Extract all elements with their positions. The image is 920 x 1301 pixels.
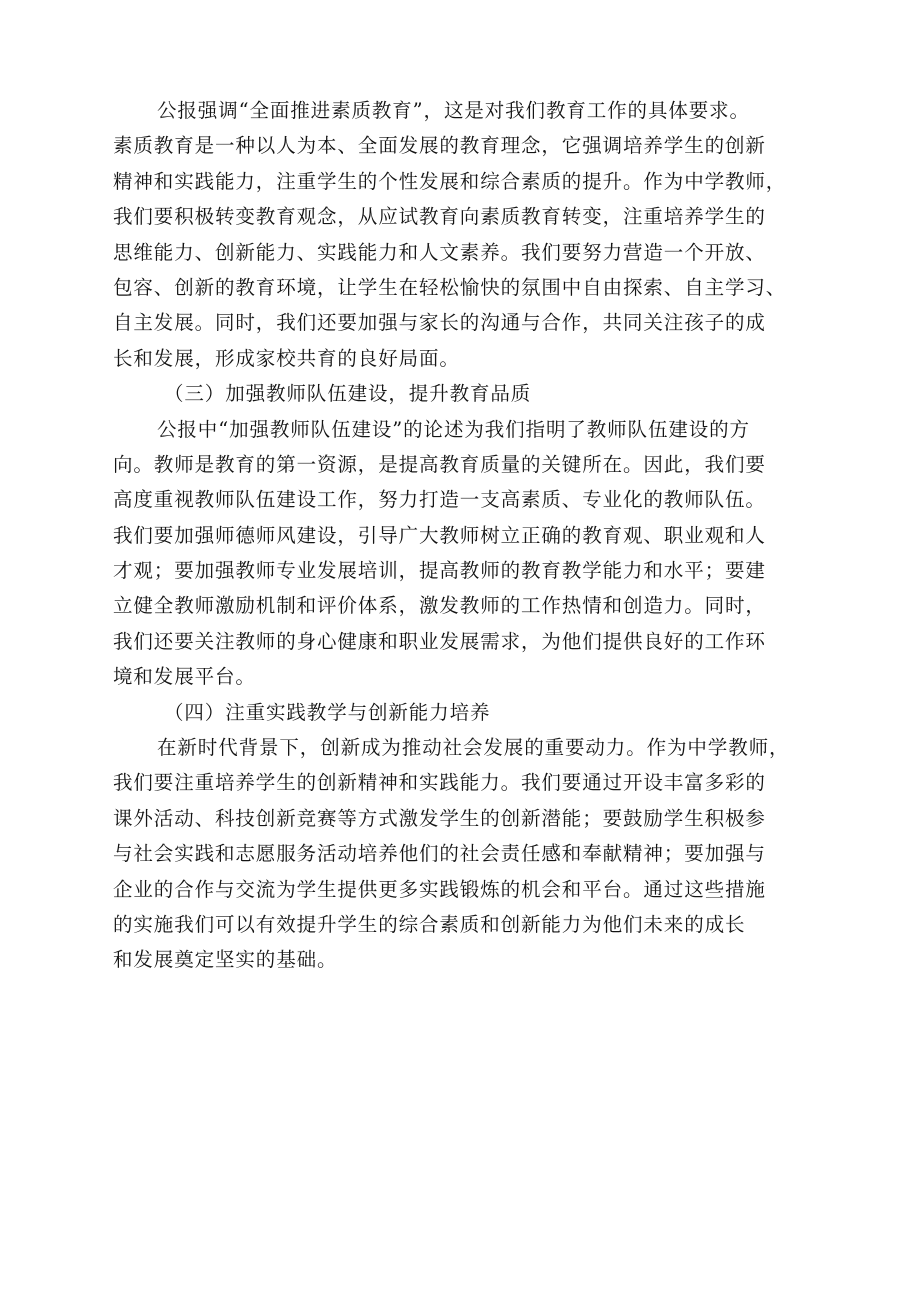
text-line: 向。教师是教育的第一资源，是提高教育质量的关键所在。因此，我们要: [113, 452, 766, 476]
text-line: 包容、创新的教育环境，让学生在轻松愉快的氛围中自由探索、自主学习、: [113, 275, 787, 299]
text-line: 我们还要关注教师的身心健康和职业发展需求，为他们提供良好的工作环: [113, 629, 766, 653]
text-line: 企业的合作与交流为学生提供更多实践锻炼的机会和平台。通过这些措施: [113, 877, 766, 901]
text-line: 我们要积极转变教育观念，从应试教育向素质教育转变，注重培养学生的: [113, 205, 766, 229]
text-line: 课外活动、科技创新竞赛等方式激发学生的创新潜能；要鼓励学生积极参: [113, 806, 766, 830]
text-line: 和发展奠定坚实的基础。: [113, 948, 338, 972]
text-line: 长和发展，形成家校共育的良好局面。: [113, 346, 460, 370]
text-line: 思维能力、创新能力、实践能力和人文素养。我们要努力营造一个开放、: [113, 240, 766, 264]
text-line: 公报中“加强教师队伍建设”的论述为我们指明了教师队伍建设的方: [157, 417, 750, 441]
text-line: 我们要注重培养学生的创新精神和实践能力。我们要通过开设丰富多彩的: [113, 771, 766, 795]
paragraph-practice-innovation: [113, 730, 836, 978]
text-line: 我们要加强师德师风建设，引导广大教师树立正确的教育观、职业观和人: [113, 523, 766, 547]
text-line: 自主发展。同时，我们还要加强与家长的沟通与合作，共同关注孩子的成: [113, 311, 766, 335]
text-line: 高度重视教师队伍建设工作，努力打造一支高素质、专业化的教师队伍。: [113, 488, 766, 512]
text-line: 公报强调“全面推进素质教育”，这是对我们教育工作的具体要求。: [157, 99, 750, 122]
text-line: 在新时代背景下，创新成为推动社会发展的重要动力。作为中学教师，: [157, 736, 790, 760]
paragraph-quality-education: [113, 93, 836, 376]
text-line: 的实施我们可以有效提升学生的综合素质和创新能力为他们未来的成长: [113, 912, 746, 936]
text-line: 立健全教师激励机制和评价体系，激发教师的工作热情和创造力。同时，: [113, 594, 766, 618]
text-line: 与社会实践和志愿服务活动培养他们的社会责任感和奉献精神；要加强与: [113, 842, 766, 866]
section-heading-practice-innovation: （四）注重实践教学与创新能力培养: [164, 700, 491, 724]
text-line: 素质教育是一种以人为本、全面发展的教育理念，它强调培养学生的创新: [113, 134, 766, 158]
paragraph-teacher-team: [113, 412, 836, 695]
text-line: 才观；要加强教师专业发展培训，提高教师的教育教学能力和水平；要建: [113, 559, 766, 583]
text-line: 境和发展平台。: [113, 665, 256, 689]
text-line: 精神和实践能力，注重学生的个性发展和综合素质的提升。作为中学教师，: [113, 169, 787, 193]
section-heading-teacher-team: （三）加强教师队伍建设，提升教育品质: [164, 382, 532, 406]
